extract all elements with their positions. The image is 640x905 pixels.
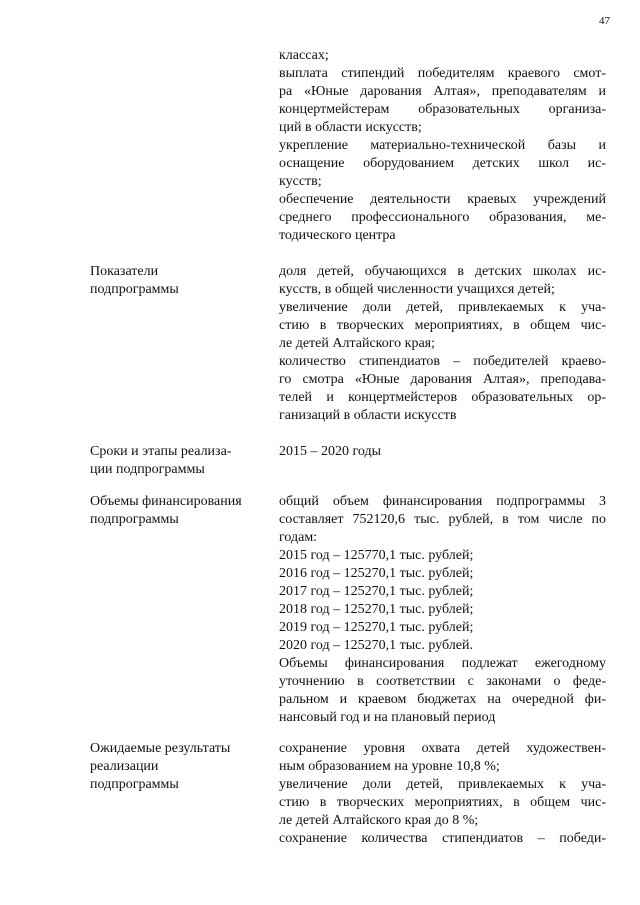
text-line: оснащение оборудованием детских школ ис- [279,156,606,171]
text-line: среднего профессионального образования, ме- [279,210,606,225]
label-line: реализации [90,759,159,774]
text-line: доля детей, обучающихся в детских школах ис- [279,264,606,279]
label-line: подпрограммы [90,282,179,297]
text-line: Объемы финансирования подлежат ежегодному [279,656,606,671]
section-label [90,263,258,299]
text-line: укрепление материально-технической базы и [279,138,606,153]
text-line: 2019 год – 125270,1 тыс. рублей; [279,620,474,635]
label-line: Сроки и этапы реализа- [90,444,232,459]
section-content [279,47,606,245]
section-label [90,443,258,479]
label-line: Ожидаемые результаты [90,741,231,756]
text-line: сохранение количества стипендиатов – победи- [279,831,606,846]
label-line: подпрограммы [90,512,179,527]
text-line: обеспечение деятельности краевых учреждений [279,192,606,207]
text-line: концертмейстерам образовательных организа- [279,102,606,117]
text-line: нансовый год и на плановый период [279,710,496,725]
text-line: стию в творческих мероприятиях, в общем чис- [279,795,606,810]
text-line: годам: [279,530,318,545]
section-label [90,740,258,794]
text-line: увеличение доли детей, привлекаемых к уча- [279,777,606,792]
text-line: 2015 год – 125770,1 тыс. рублей; [279,548,474,563]
text-line: сохранение уровня охвата детей художествен- [279,741,606,756]
text-line: 2020 год – 125270,1 тыс. рублей. [279,638,473,653]
text-line: го смотра «Юные дарования Алтая», преподава- [279,372,606,387]
text-line: 2015 – 2020 годы [279,444,382,459]
text-line: ра «Юные дарования Алтая», преподавателям и [279,84,606,99]
text-line: уточнению в соответствии с законами о феде- [279,674,606,689]
label-line: ции подпрограммы [90,462,205,477]
text-line: кусств; [279,174,322,189]
text-line: ций в области искусств; [279,120,422,135]
text-line: ганизаций в области искусств [279,408,457,423]
text-line: классах; [279,48,329,63]
text-line: 2017 год – 125270,1 тыс. рублей; [279,584,474,599]
text-line: увеличение доли детей, привлекаемых к уча- [279,300,606,315]
section-content [279,493,606,727]
label-line: Объемы финансирования [90,494,242,509]
text-line: общий объем финансирования подпрограммы 3 [279,494,606,509]
text-line: тодического центра [279,228,396,243]
text-line: телей и концертмейстеров образовательных ор- [279,390,606,405]
section-content [279,443,606,461]
section-content [279,263,606,425]
text-line: 2016 год – 125270,1 тыс. рублей; [279,566,474,581]
section-label [90,493,258,529]
text-line: ле детей Алтайского края до 8 %; [279,813,479,828]
label-line: Показатели [90,264,159,279]
page-number: 47 [599,15,610,27]
text-line: ле детей Алтайского края; [279,336,435,351]
text-line: выплата стипендий победителям краевого смот- [279,66,606,81]
text-line: кусств, в общей численности учащихся детей; [279,282,555,297]
label-line: подпрограммы [90,777,179,792]
text-line: составляет 752120,6 тыс. рублей, в том числе по [279,512,606,527]
text-line: стию в творческих мероприятиях, в общем чис- [279,318,606,333]
text-line: ным образованием на уровне 10,8 %; [279,759,500,774]
text-line: ральном и краевом бюджетах на очередной фи- [279,692,606,707]
text-line: количество стипендиатов – победителей краево- [279,354,606,369]
text-line: 2018 год – 125270,1 тыс. рублей; [279,602,474,617]
section-content [279,740,606,848]
